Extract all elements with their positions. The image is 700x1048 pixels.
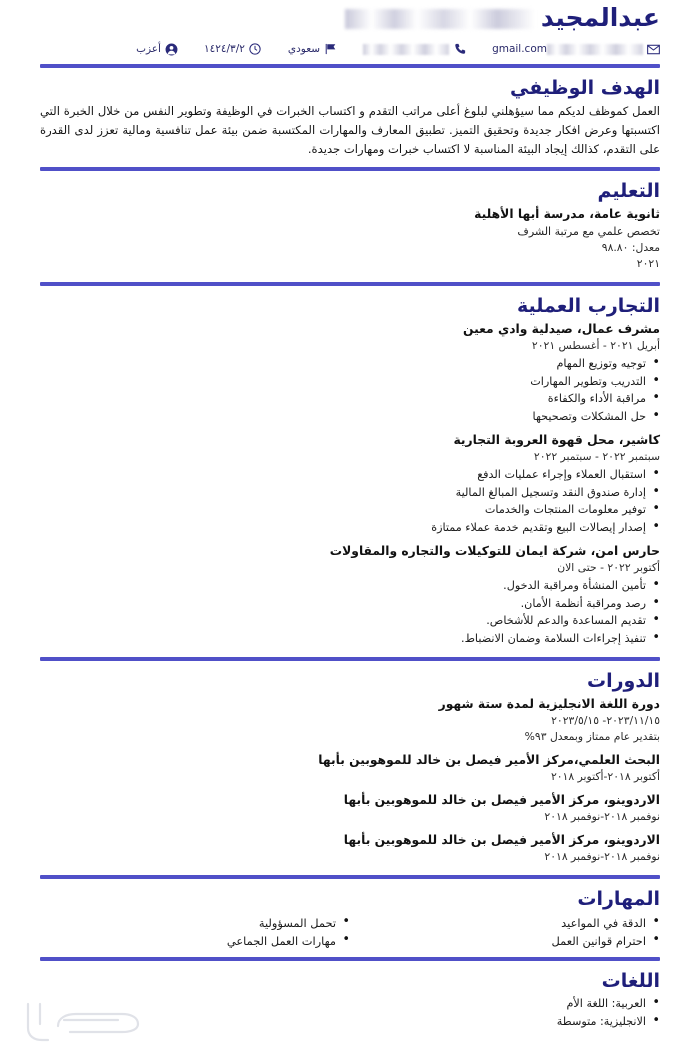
section-objective bbox=[40, 68, 660, 167]
candidate-name-visible: عبدالمجيد bbox=[540, 3, 660, 32]
course-item bbox=[40, 751, 660, 785]
list-item: • إصدار إيصالات البيع وتقديم خدمة عملاء ممتازة bbox=[40, 519, 660, 537]
contact-phone[interactable] bbox=[363, 43, 466, 56]
calendar-icon bbox=[249, 43, 262, 56]
experience-item bbox=[40, 431, 660, 536]
experience-dates: سبتمبر ٢٠٢٢ - سبتمبر ٢٠٢٢ bbox=[533, 450, 660, 463]
course-note: بتقدير عام ممتاز وبمعدل ٩٣% bbox=[524, 730, 660, 743]
skills-column-right bbox=[350, 913, 660, 950]
flag-icon bbox=[324, 43, 337, 56]
education-item bbox=[40, 205, 660, 272]
contact-nationality-text: سعودي bbox=[287, 43, 321, 55]
envelope-icon bbox=[647, 43, 660, 56]
candidate-name bbox=[345, 2, 660, 34]
skills-column-left bbox=[40, 913, 350, 950]
experience-dates: أبريل ٢٠٢١ - أغسطس ٢٠٢١ bbox=[531, 339, 660, 352]
course-dates: أكتوبر ٢٠١٨-أكتوبر ٢٠١٨ bbox=[550, 770, 660, 783]
education-gpa: معدل: ٩٨.٨٠ bbox=[601, 241, 660, 254]
experience-bullets bbox=[40, 466, 660, 536]
list-item: • توجيه وتوزيع المهام bbox=[40, 355, 660, 373]
experience-item bbox=[40, 320, 660, 425]
experience-bullets bbox=[40, 577, 660, 647]
contact-row bbox=[40, 39, 660, 59]
objective-text: العمل كموظف لديكم مما سيؤهلني لبلوغ أعلى مراتب التقدم و اكتساب الخبرات في الوظيفة وتطوير النفس من خلال الخبرة التي اكتسبتها وعرض افكار جديدة وتحقيق التميز. تطبيق المعارف والمهارات المكتسبة ضمن بيئة عمل تنافسية ومالية تعزز لدى القدرة على التقدم، كذالك إيجاد البيئة المناسبة لا اكتساب خبرات ومهارات جديدة. bbox=[40, 104, 660, 156]
section-experience bbox=[40, 286, 660, 657]
course-item bbox=[40, 791, 660, 825]
section-title-languages: اللغات bbox=[601, 970, 660, 992]
section-courses bbox=[40, 661, 660, 875]
list-item: • إدارة صندوق النقد وتسجيل المبالغ المالية bbox=[40, 484, 660, 502]
section-title-skills: المهارات bbox=[577, 888, 660, 910]
list-item: • مهارات العمل الجماعي bbox=[80, 932, 350, 950]
education-school: ثانوية عامة، مدرسة أبها الأهلية bbox=[474, 207, 660, 221]
list-item: • الدقة في المواعيد bbox=[350, 914, 660, 932]
course-dates: ٢٠٢٣/١١/١٥- ٢٠٢٣/٥/١٥ bbox=[551, 714, 660, 727]
list-item: • توفير معلومات المنتجات والخدمات bbox=[40, 501, 660, 519]
section-title-education: التعليم bbox=[597, 180, 660, 202]
education-track: تخصص علمي مع مرتبة الشرف bbox=[517, 225, 660, 238]
list-item: • العربية: اللغة الأم bbox=[40, 995, 660, 1013]
list-item: • مراقبة الأداء والكفاءة bbox=[40, 390, 660, 408]
course-item bbox=[40, 695, 660, 745]
list-item: • احترام قوانين العمل bbox=[350, 932, 660, 950]
skills-grid bbox=[40, 913, 660, 953]
resume-header bbox=[40, 0, 660, 59]
course-name: الاردوينو، مركز الأمير فيصل بن خالد للموهوبين بأبها bbox=[343, 793, 660, 807]
course-name: البحث العلمي،مركز الأمير فيصل بن خالد للموهوبين بأبها bbox=[318, 753, 660, 767]
skills-list-right bbox=[350, 914, 660, 950]
list-item: • تأمين المنشأة ومراقبة الدخول. bbox=[40, 577, 660, 595]
contact-email-text bbox=[492, 43, 643, 55]
course-name: الاردوينو، مركز الأمير فيصل بن خالد للموهوبين بأبها bbox=[343, 833, 660, 847]
email-redacted-overlay bbox=[547, 44, 643, 55]
list-item: • تنفيذ إجراءات السلامة وضمان الانضباط. bbox=[40, 630, 660, 648]
experience-role: مشرف عمال، صيدلية وادي معين bbox=[463, 322, 660, 336]
section-title-experience: التجارب العملية bbox=[516, 295, 660, 317]
contact-birthdate bbox=[204, 43, 262, 56]
contact-phone-text bbox=[363, 43, 449, 55]
skills-list-left bbox=[80, 914, 350, 950]
experience-dates: أكتوبر ٢٠٢٢ - حتى الان bbox=[557, 561, 660, 574]
section-title-objective: الهدف الوظيفي bbox=[510, 77, 660, 99]
course-dates: نوفمبر ٢٠١٨-نوفمبر ٢٠١٨ bbox=[544, 850, 660, 863]
contact-email[interactable] bbox=[492, 43, 660, 56]
list-item: • حل المشكلات وتصحيحها bbox=[40, 408, 660, 426]
phone-redacted-overlay bbox=[363, 44, 449, 55]
list-item: • الانجليزية: متوسطة bbox=[40, 1013, 660, 1031]
candidate-name-row bbox=[40, 2, 660, 36]
list-item: • التدريب وتطوير المهارات bbox=[40, 373, 660, 391]
experience-bullets bbox=[40, 355, 660, 425]
section-languages bbox=[40, 961, 660, 1035]
course-name: دورة اللغة الانجليزية لمدة ستة شهور bbox=[438, 697, 660, 711]
contact-marital-status-text: أعزب bbox=[136, 43, 161, 55]
section-skills bbox=[40, 879, 660, 957]
experience-role: كاشير، محل قهوة العروبة التجارية bbox=[453, 433, 660, 447]
contact-birthdate-text: ١٤٢٤/٣/٢ bbox=[203, 43, 245, 55]
candidate-name-redacted-overlay bbox=[345, 9, 535, 29]
section-title-courses: الدورات bbox=[587, 670, 660, 692]
list-item: • تقديم المساعدة والدعم للأشخاص. bbox=[40, 612, 660, 630]
education-year: ٢٠٢١ bbox=[636, 257, 660, 270]
experience-role: حارس امن، شركة ايمان للتوكيلات والتجاره والمقاولات bbox=[329, 544, 660, 558]
languages-list bbox=[40, 995, 660, 1031]
list-item: • رصد ومراقبة أنظمة الأمان. bbox=[40, 595, 660, 613]
experience-item bbox=[40, 542, 660, 647]
course-dates: نوفمبر ٢٠١٨-نوفمبر ٢٠١٨ bbox=[544, 810, 660, 823]
phone-icon bbox=[453, 43, 466, 56]
course-item bbox=[40, 831, 660, 865]
list-item: • تحمل المسؤولية bbox=[80, 914, 350, 932]
list-item: • استقبال العملاء وإجراء عمليات الدفع bbox=[40, 466, 660, 484]
section-education bbox=[40, 171, 660, 282]
contact-nationality bbox=[288, 43, 337, 56]
person-icon bbox=[165, 43, 178, 56]
contact-marital-status bbox=[136, 43, 178, 56]
email-domain: gmail.com bbox=[492, 43, 547, 55]
